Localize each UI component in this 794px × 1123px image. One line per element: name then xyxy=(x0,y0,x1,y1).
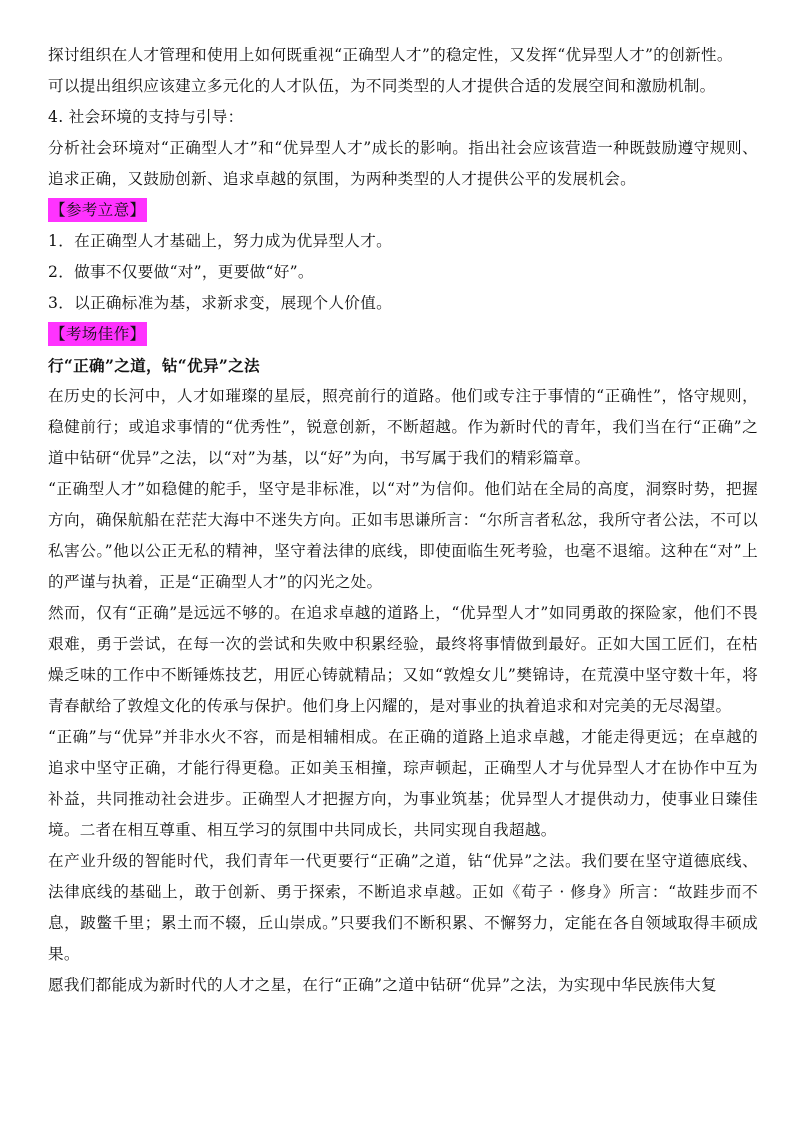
essay-tag: 【考场佳作】 xyxy=(48,322,147,346)
intro-paragraph-1: 探讨组织在人才管理和使用上如何既重视“正确型人才”的稳定性，又发挥“优异型人才”的创新性。 xyxy=(48,46,733,64)
document-page xyxy=(48,40,758,1001)
essay-paragraph-2: “正确型人才”如稳健的舵手，坚守是非标准，以“对”为信仰。他们站在全局的高度，洞察时势，把握方向，确保航船在茫茫大海中不迷失方向。正如韦思谦所言：“尔所言者私忿，我所守者公法，不可以私害公。”他以公正无私的精神，坚守着法律的底线，即使面临生死考验，也毫不退缩。这种在“对”上的严谨与执着，正是“正确型人才”的闪光之处。 xyxy=(48,480,758,591)
essay-paragraph-5: 在产业升级的智能时代，我们青年一代更要行“正确”之道，钻“优异”之法。我们要在坚守道德底线、法律底线的基础上，敢于创新、勇于探索，不断追求卓越。正如《荀子 · 修身》所言：“故跬步而不息，跛鳖千里；累土而不辍，丘山崇成。”只要我们不断积累、不懈努力，定能在各自领域取得丰硕成果。 xyxy=(48,852,758,963)
essay-section xyxy=(48,319,758,1001)
reference-item-3: 3．以正确标准为基，求新求变，展现个人价值。 xyxy=(48,294,392,312)
essay-paragraph-6: 愿我们都能成为新时代的人才之星，在行“正确”之道中钻研“优异”之法，为实现中华民族伟大复 xyxy=(48,976,717,994)
essay-paragraph-4: “正确”与“优异”并非水火不容，而是相辅相成。在正确的道路上追求卓越，才能走得更远；在卓越的追求中坚守正确，才能行得更稳。正如美玉相撞，琮声顿起，正确型人才与优异型人才在协作中互为补益，共同推动社会进步。正确型人才把握方向，为事业筑基；优异型人才提供动力，使事业日臻佳境。二者在相互尊重、相互学习的氛围中共同成长，共同实现自我超越。 xyxy=(48,728,758,839)
section-heading-4: 4. 社会环境的支持与引导： xyxy=(48,108,244,126)
reference-tag: 【参考立意】 xyxy=(48,198,147,222)
reference-item-2: 2．做事不仅要做“对”，更要做“好”。 xyxy=(48,263,314,281)
essay-paragraph-1: 在历史的长河中，人才如璀璨的星辰，照亮前行的道路。他们或专注于事情的“正确性”，恪守规则，稳健前行；或追求事情的“优秀性”，锐意创新，不断超越。作为新时代的青年，我们当在行“正确”之道中钻研“优异”之法，以“对”为基，以“好”为向，书写属于我们的精彩篇章。 xyxy=(48,387,758,467)
essay-title: 行“正确”之道，钻“优异”之法 xyxy=(48,356,260,375)
reference-section xyxy=(48,195,758,319)
intro-paragraph-4: 分析社会环境对“正确型人才”和“优异型人才”成长的影响。指出社会应该营造一种既鼓励遵守规则、追求正确，又鼓励创新、追求卓越的氛围，为两种类型的人才提供公平的发展机会。 xyxy=(48,139,758,188)
intro-paragraph-2: 可以提出组织应该建立多元化的人才队伍，为不同类型的人才提供合适的发展空间和激励机制。 xyxy=(48,77,716,95)
reference-item-1: 1．在正确型人才基础上，努力成为优异型人才。 xyxy=(48,232,392,250)
essay-paragraph-3: 然而，仅有“正确”是远远不够的。在追求卓越的道路上，“优异型人才”如同勇敢的探险家，他们不畏艰难，勇于尝试，在每一次的尝试和失败中积累经验，最终将事情做到最好。正如大国工匠们，在枯燥乏味的工作中不断锤炼技艺，用匠心铸就精品；又如“敦煌女儿”樊锦诗，在荒漠中坚守数十年，将青春献给了敦煌文化的传承与保护。他们身上闪耀的，是对事业的执着追求和对完美的无尽渴望。 xyxy=(48,604,758,715)
